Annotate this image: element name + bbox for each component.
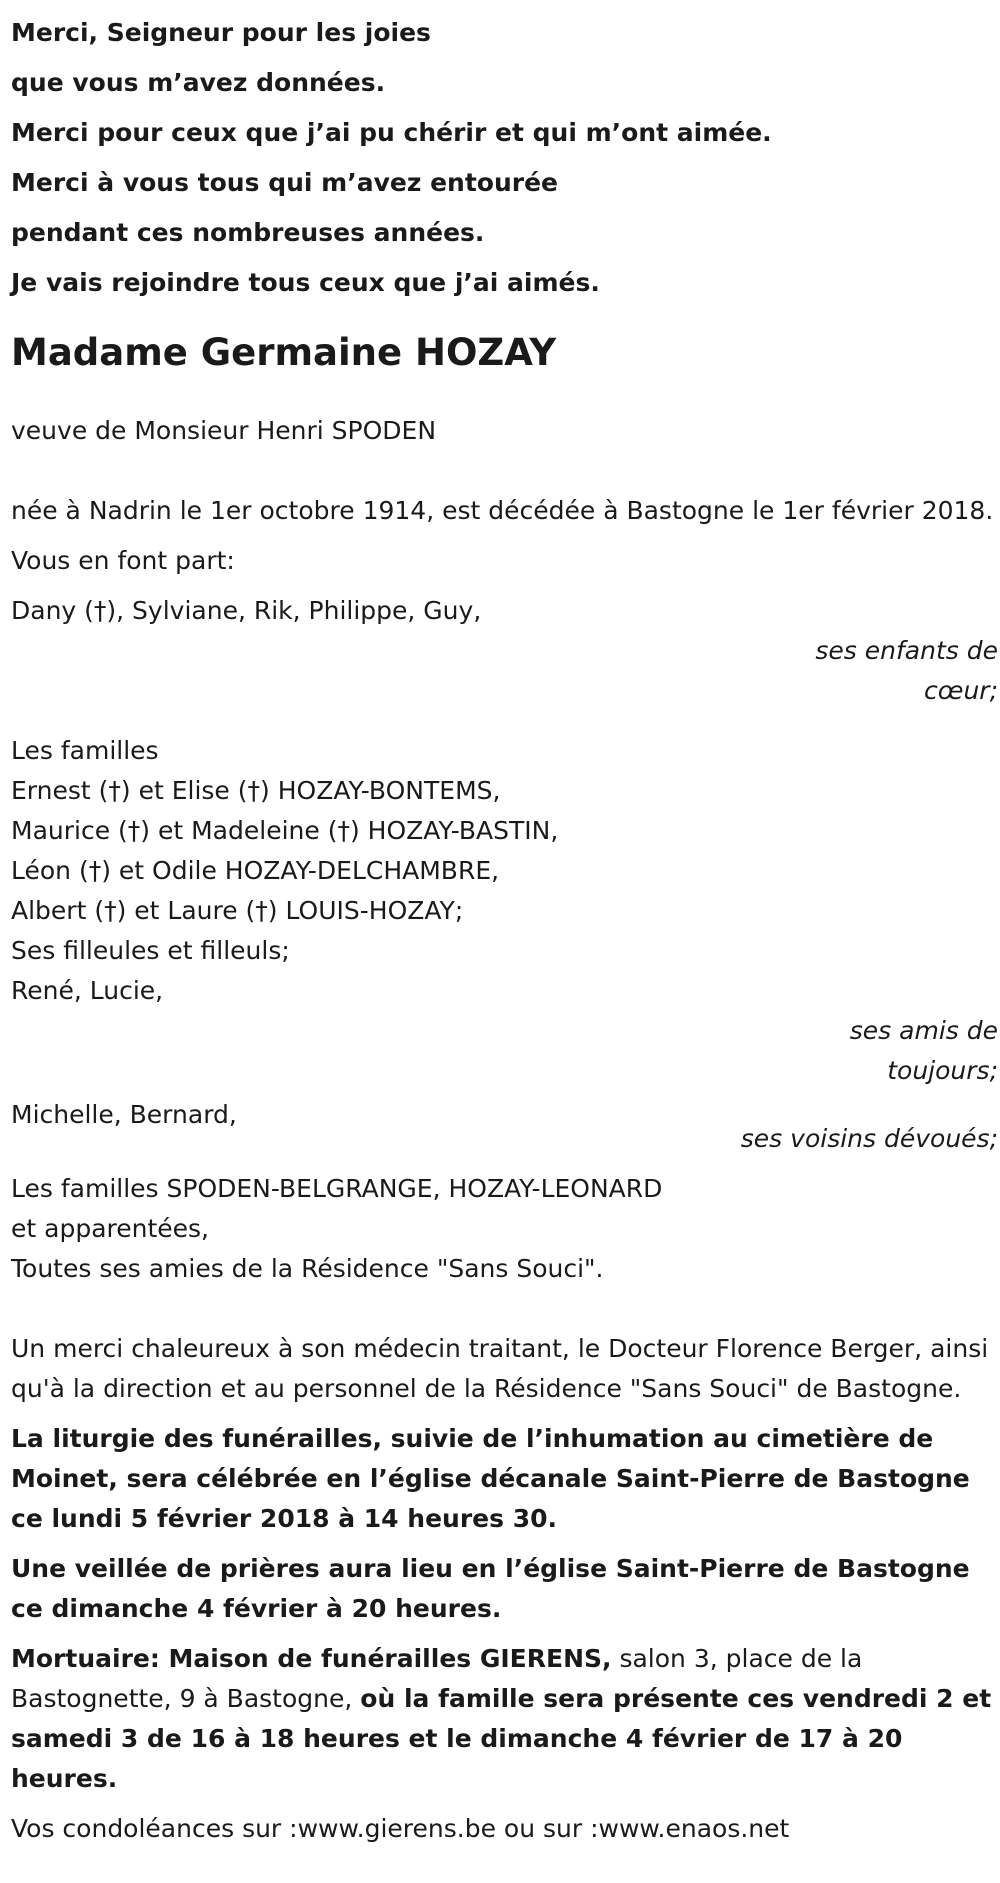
family-line: Les familles <box>11 736 159 765</box>
friends-relation <box>11 1011 998 1091</box>
neighbors-names: Michelle, Bernard, <box>11 1100 237 1129</box>
friends-relation-line: toujours; <box>887 1056 998 1085</box>
poem-line: pendant ces nombreuses années. <box>11 218 485 247</box>
birth-death-info: née à Nadrin le 1er octobre 1914, est décédée à Bastogne le 1er février 2018. <box>11 496 994 525</box>
children-relation-line: ses enfants de <box>815 636 998 665</box>
other-family-line: et apparentées, <box>11 1214 209 1243</box>
other-family-line: Les familles SPODEN-BELGRANGE, HOZAY-LEONARD <box>11 1174 663 1203</box>
deceased-name: Madame Germaine HOZAY <box>11 331 557 374</box>
poem <box>11 8 996 308</box>
friends-relation-line: ses amis de <box>849 1016 998 1045</box>
family-line: Maurice (†) et Madeleine (†) HOZAY-BASTIN, <box>11 816 559 845</box>
poem-line: Merci à vous tous qui m’avez entourée <box>11 168 558 197</box>
widow-of: veuve de Monsieur Henri SPODEN <box>11 416 437 445</box>
thanks-paragraph: Un merci chaleureux à son médecin traitant, le Docteur Florence Berger, ainsi qu'à la direction et au personnel de la Résidence "Sans Souci" de Bastogne. <box>11 1334 989 1403</box>
families-list <box>11 731 996 1011</box>
poem-line: Je vais rejoindre tous ceux que j’ai aimés. <box>11 268 600 297</box>
mortuary-place: Mortuaire: Maison de funérailles GIERENS, <box>11 1644 612 1673</box>
other-families <box>11 1169 996 1289</box>
neighbors-relation: ses voisins dévoués; <box>740 1124 998 1153</box>
poem-line: Merci, Seigneur pour les joies <box>11 18 431 47</box>
obituary-content <box>11 8 996 1849</box>
announcement-intro: Vous en font part: <box>11 546 235 575</box>
family-line: Ernest (†) et Elise (†) HOZAY-BONTEMS, <box>11 776 501 805</box>
family-line: Léon (†) et Odile HOZAY-DELCHAMBRE, <box>11 856 500 885</box>
children-relation <box>11 631 998 711</box>
condolences-links: Vos condoléances sur :www.gierens.be ou sur :www.enaos.net <box>11 1814 790 1843</box>
poem-line: Merci pour ceux que j’ai pu chérir et qui m’ont aimée. <box>11 118 772 147</box>
other-family-line: Toutes ses amies de la Résidence "Sans Souci". <box>11 1254 604 1283</box>
family-line: Ses filleules et filleuls; <box>11 936 290 965</box>
mortuary-info <box>11 1639 996 1799</box>
vigil-info: Une veillée de prières aura lieu en l’église Saint-Pierre de Bastogne ce dimanche 4 février à 20 heures. <box>11 1554 970 1623</box>
family-line: Albert (†) et Laure (†) LOUIS-HOZAY; <box>11 896 464 925</box>
children-relation-line: cœur; <box>924 676 998 705</box>
mortuary-address: salon 3, place de la Bastognette, 9 à Bastogne, <box>11 1644 863 1713</box>
mortuary-visiting-hours: où la famille sera présente ces vendredi 2 et samedi 3 de 16 à 18 heures et le dimanche 4 février de 17 à 20 heures. <box>11 1684 992 1793</box>
poem-line: que vous m’avez données. <box>11 68 386 97</box>
funeral-info: La liturgie des funérailles, suivie de l’inhumation au cimetière de Moinet, sera célébrée en l’église décanale Saint-Pierre de Bastogne ce lundi 5 février 2018 à 14 heures 30. <box>11 1424 970 1533</box>
family-line: René, Lucie, <box>11 976 164 1005</box>
children-names: Dany (†), Sylviane, Rik, Philippe, Guy, <box>11 596 482 625</box>
